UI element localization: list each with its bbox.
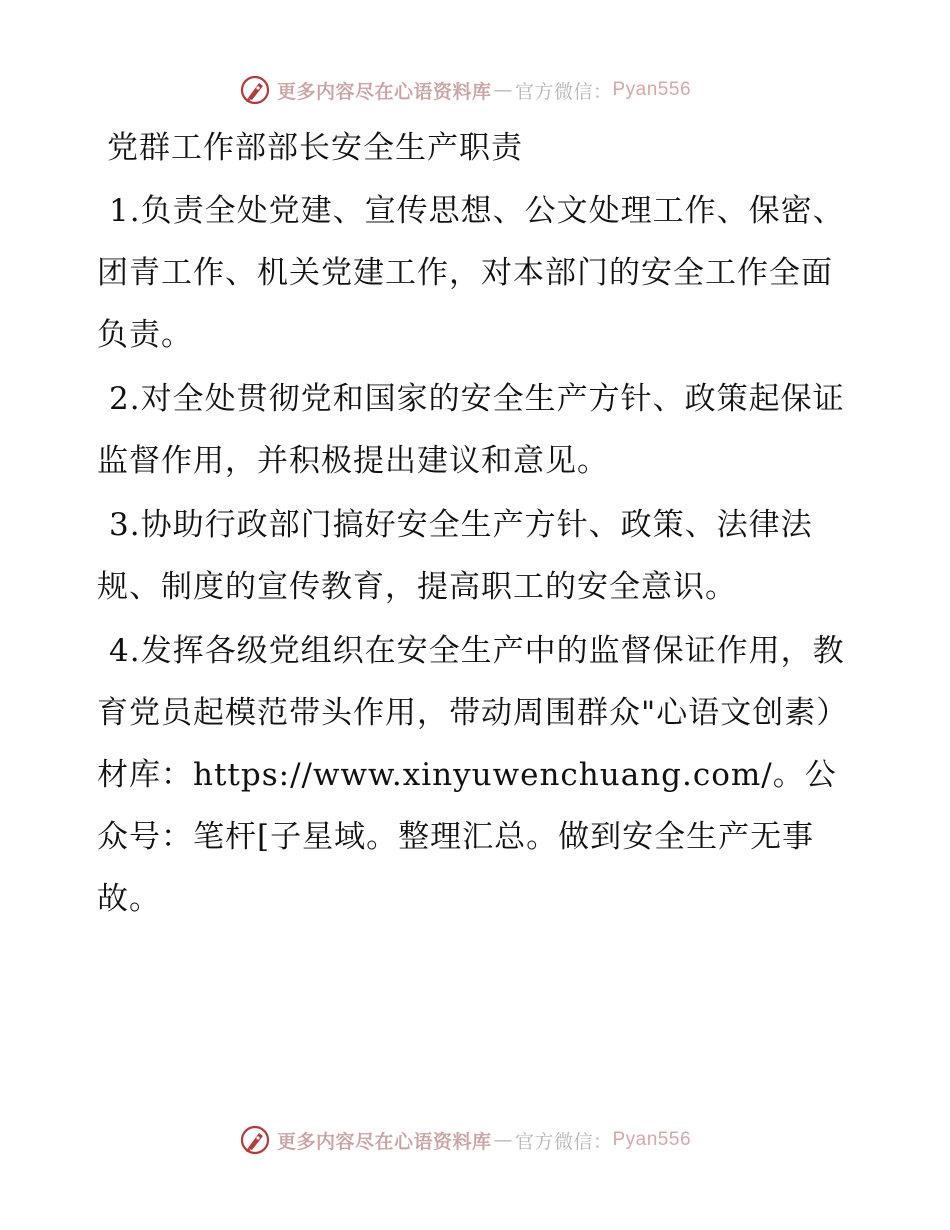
banner-main-text: 更多内容尽在心语资料库	[276, 80, 492, 103]
top-banner-inner	[239, 74, 691, 106]
bottom-banner-text	[277, 1127, 691, 1154]
bottom-watermark-banner	[0, 1120, 950, 1160]
banner-separator: —	[493, 79, 513, 101]
banner-main-text: 更多内容尽在心语资料库	[276, 1130, 492, 1153]
paragraph-1	[97, 180, 857, 366]
banner-separator: —	[493, 1129, 513, 1151]
banner-wechat-label: 官方微信：	[514, 1130, 613, 1153]
paragraph-text: 2.对全处贯彻党和国家的安全生产方针、政策起保证监督作用，并积极提出建议和意见。	[97, 381, 845, 479]
paragraph-text: 1.负责全处党建、宣传思想、公文处理工作、保密、团青工作、机关党建工作，对本部门的安全工作全面负责。	[97, 193, 845, 353]
pen-nib-logo-icon	[239, 74, 271, 106]
bottom-banner-inner	[239, 1124, 691, 1156]
document-title: 党群工作部部长安全生产职责	[107, 130, 523, 166]
paragraph-4	[97, 620, 857, 930]
paragraph-text: 4.发挥各级党组织在安全生产中的监督保证作用，教育党员起模范带头作用，带动周围群众"心语文创素）材库：https://www.xinyuwenchuang.com/。公众号：笔杆[子星域。整理汇总。做到安全生产无事故。	[97, 633, 849, 917]
banner-wechat-id: Pyan556	[612, 79, 692, 100]
banner-wechat-id: Pyan556	[612, 1129, 692, 1150]
top-watermark-banner	[0, 70, 950, 110]
paragraph-text: 3.协助行政部门搞好安全生产方针、政策、法律法规、制度的宣传教育，提高职工的安全意识。	[97, 507, 813, 605]
paragraph-2	[97, 368, 857, 492]
document-body	[97, 118, 857, 930]
top-banner-text	[277, 77, 691, 104]
paragraph-3	[97, 494, 857, 618]
banner-wechat-label: 官方微信：	[514, 80, 613, 103]
pen-nib-logo-icon	[239, 1124, 271, 1156]
